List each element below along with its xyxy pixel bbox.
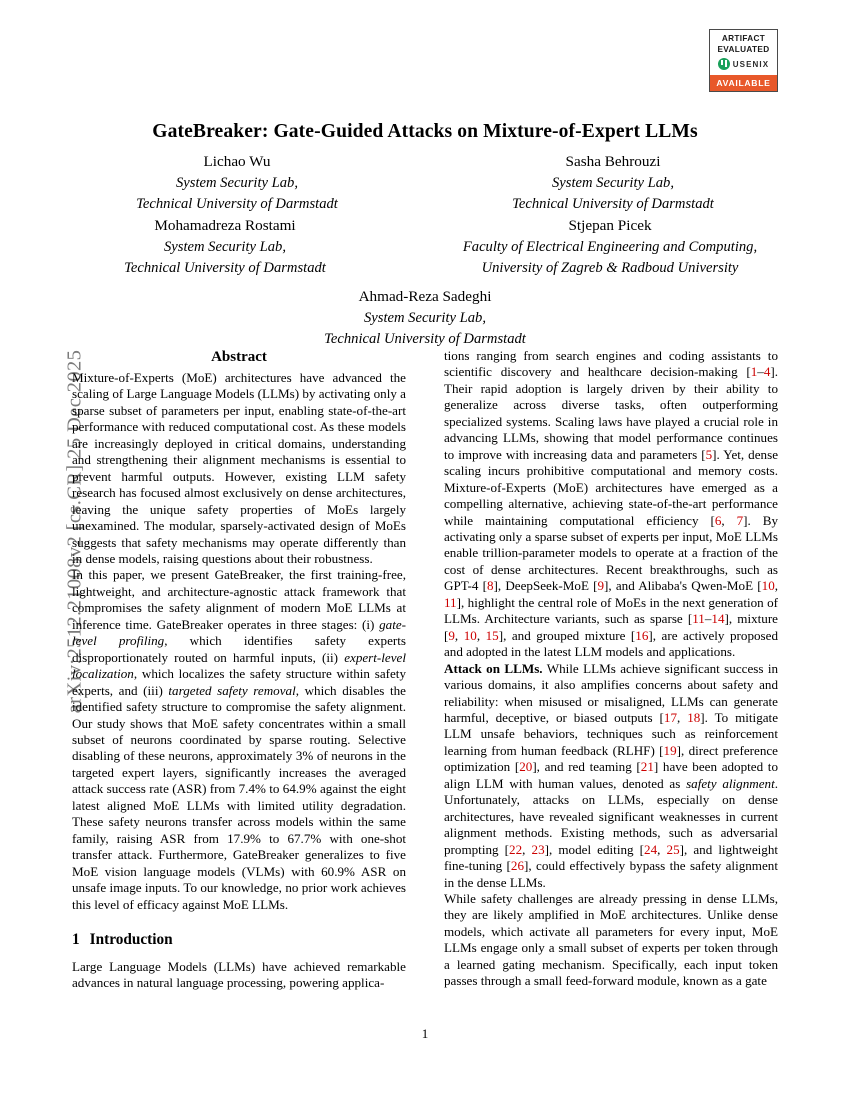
abstract-paragraph-2: In this paper, we present GateBreaker, the first training-free, lightweight, and architecture-agnostic attack framework that compromises the safety alignment of modern MoE LLMs at inference time. GateBreaker operates in three stages: (i) gate-level profiling, which identifies safety experts disproportionately routed on harmful inputs, (ii) expert-level localization, which localizes the safety structure within safety experts, and (iii) targeted safety removal, which disables the identified safety structure to compromise the safety alignment. Our study shows that MoE safety concentrates within a small subset of neurons coordinated by sparse routing. Selective disabling of these neurons, approximately 3% of neurons in the targeted expert layers, significantly increases the averaged attack success rate (ASR) from 7.4% to 64.9% against the eight latest aligned MoE LLMs with limited utility degradation. These safety neurons transfer across models within the same family, raising ASR from 17.9% to 67.7% with one-shot transfer attack. Furthermore, GateBreaker generalizes to five MoE vision language models (VLMs) with 60.9% ASR on unsafe image inputs. To our knowledge, no prior work achieves this level of efficacy against MoE LLMs. [72, 567, 406, 912]
abstract-paragraph-1: Mixture-of-Experts (MoE) architectures have advanced the scaling of Large Language Models (LLMs) by activating only a sparse subset of parameters per input, enabling state-of-the-art performance with reduced computational cost. As these models are increasingly deployed in critical domains, understanding and strengthening their alignment mechanisms is essential to prevent harmful outputs. However, existing LLM safety research has focused almost exclusively on dense architectures, leaving the unique safety properties of MoEs largely unexamined. The modular, sparsely-activated design of MoEs suggests that safety mechanisms may operate differently than in dense models, raising questions about their robustness. [72, 370, 406, 566]
author-block-3 [60, 215, 390, 280]
badge-logo-row [712, 58, 775, 70]
author-affiliation-line2: University of Zagreb & Radboud University [481, 260, 739, 276]
author-affiliation-line1: System Security Lab, [176, 174, 298, 191]
usenix-artifact-badge [709, 29, 778, 92]
intro-paragraph-2: Attack on LLMs. While LLMs achieve significant success in various domains, it also amplifies concerns about safety and reliability: when misused or misaligned, LLMs can generate harmful, deceptive, or biased outputs [17, 18]. To mitigate LLM unsafe behaviors, techniques such as reinforcement learning from human feedback (RLHF) [19], direct preference optimization [20], and red teaming [21] have been adopted to align LLM with human values, denoted as safety alignment. Unfortunately, attacks on LLMs, especially on dense architectures, have revealed significant weaknesses in current alignment methods. Existing methods, such as adversarial prompting [22, 23], model editing [24, 25], and lightweight fine-tuning [26], could effectively bypass the safety alignment in the dense LLMs. [444, 660, 779, 890]
author-name: Stjepan Picek [568, 217, 652, 234]
author-affiliation-line1: Faculty of Electrical Engineering and Computing, [462, 238, 758, 255]
usenix-flag-icon [718, 58, 730, 70]
left-column [72, 348, 406, 992]
badge-top-section [710, 30, 777, 75]
badge-available-label: AVAILABLE [710, 75, 777, 91]
badge-evaluated-label: EVALUATED [717, 44, 770, 54]
author-name: Lichao Wu [203, 153, 271, 170]
section-title-text: Introduction [89, 930, 173, 948]
author-block-5 [72, 286, 778, 351]
author-affiliation-line1: System Security Lab, [364, 309, 486, 326]
arxiv-stamp: arXiv:2512.21008v2 [cs.CR] 25 Dec 2025 [63, 349, 86, 714]
page-title: GateBreaker: Gate-Guided Attacks on Mixture-of-Expert LLMs [152, 121, 698, 142]
intro-paragraph-1: Large Language Models (LLMs) have achieved remarkable advances in natural language processing, powering applica- [72, 958, 406, 991]
section-number: 1 [72, 930, 80, 948]
author-name: Mohamadreza Rostami [154, 217, 296, 234]
author-affiliation-line2: Technical University of Darmstadt [324, 331, 526, 347]
intro-paragraph-1-cont: tions ranging from search engines and coding assistants to scientific discovery and healthcare decision-making [1–4]. Their rapid adoption is largely driven by their ability to generalize across diverse tasks, often outperforming specialized systems. Scaling laws have played a crucial role in advancing LLMs, showing that model performance continues to improve with increasing data and parameters [5]. Yet, dense scaling incurs prohibitive computational and memory costs. Mixture-of-Experts (MoE) architectures have emerged as a compelling alternative, achieving state-of-the-art performance while maintaining computational efficiency [6, 7]. By activating only a sparse subset of experts per input, MoE LLMs enable trillion-parameter models to operate at a fraction of the cost of dense architectures. Recent breakthroughs, such as GPT-4 [8], DeepSeek-MoE [9], and Alibaba's Qwen-MoE [10, 11], highlight the central role of MoEs in the next generation of LLMs. Architecture variants, such as sparse [11–14], mixture [9, 10, 15], and grouped mixture [16], are actively proposed and adopted in the latest LLM models and applications. [444, 348, 779, 660]
badge-artifact-label: ARTIFACT [721, 34, 766, 43]
right-column [444, 348, 778, 990]
author-block-1 [72, 151, 402, 216]
usenix-wordmark: USENIX [732, 59, 770, 69]
author-affiliation-line1: System Security Lab, [552, 174, 674, 191]
author-affiliation-line1: System Security Lab, [164, 238, 286, 255]
author-affiliation-line2: Technical University of Darmstadt [136, 196, 338, 212]
author-name: Sasha Behrouzi [565, 153, 661, 170]
page-number: 1 [421, 1026, 429, 1041]
section-heading-introduction [72, 930, 406, 949]
abstract-heading: Abstract [211, 349, 267, 365]
author-affiliation-line2: Technical University of Darmstadt [512, 196, 714, 212]
author-block-4 [430, 215, 790, 280]
author-affiliation-line2: Technical University of Darmstadt [124, 260, 326, 276]
intro-paragraph-3: While safety challenges are already pressing in dense LLMs, they are likely amplified in MoE architectures. Unlike dense models, which activate all parameters for every input, MoE LLMs engage only a small subset of experts per token through a learned gating mechanism. Specifically, each input token passes through a small feed-forward module, known as a gate [444, 890, 778, 989]
author-name: Ahmad-Reza Sadeghi [358, 288, 492, 305]
author-block-2 [448, 151, 778, 216]
